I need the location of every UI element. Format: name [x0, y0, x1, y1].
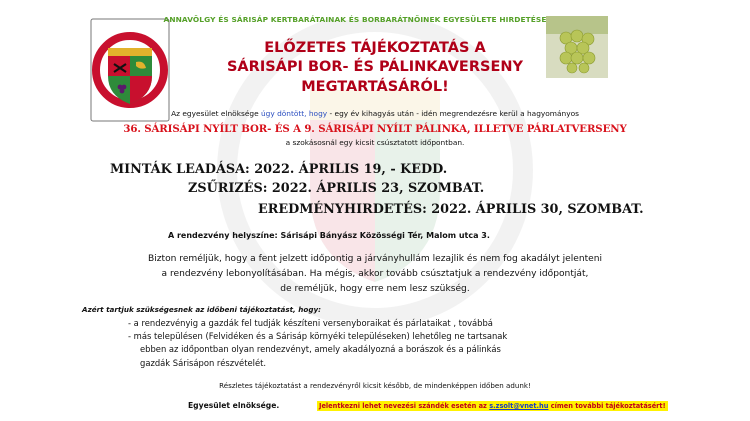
- date-value: 2022. ÁPRILIS 30, SZOMBAT.: [431, 202, 644, 217]
- hope-paragraph: [0, 252, 750, 298]
- venue-line: A rendezvény helyszíne: Sárisápi Bányász Közösségi Tér, Malom utca 3.: [168, 231, 490, 240]
- reason-2: - más településen (Felvidéken és a Sárisáp környéki településeken) lehetőleg ne tartsanak: [128, 331, 508, 342]
- intro-timing-note: a szokásosnál egy kicsit csúsztatott időpontban.: [285, 138, 465, 147]
- date-value: 2022. ÁPRILIS 19, - KEDD.: [254, 162, 448, 177]
- date-judging: [188, 181, 484, 196]
- reason-2-continued: ebben az időpontban olyan rendezvényt, amely akadályozná a borászok és a pálinkás: [140, 344, 501, 355]
- event-name: 36. SÁRISÁPI NYÍLT BOR- ÉS A 9. SÁRISÁPI NYÍLT PÁLINKA, ILLETVE PÁRLATVERSENY: [123, 123, 627, 135]
- intro-decided-highlight: úgy döntött, hogy: [260, 109, 328, 118]
- intro-part3: - egy év kihagyás után - idén megrendezésre kerül a hagyományos: [327, 109, 579, 118]
- date-label: EREDMÉNYHIRDETÉS:: [258, 202, 432, 217]
- hope-line-2: a rendezvény lebonyolításában. Ha mégis, akkor tovább csúsztatjuk a rendezvény időpontját,: [161, 269, 589, 280]
- application-note: [317, 401, 668, 411]
- hope-line-3: de reméljük, hogy erre nem lesz szükség.: [280, 284, 470, 295]
- date-value: 2022. ÁPRILIS 23, SZOMBAT.: [271, 181, 485, 196]
- title-line-1: ELŐZETES TÁJÉKOZTATÁS A: [264, 40, 486, 56]
- title-line-3: MEGTARTÁSÁRÓL!: [301, 79, 449, 95]
- reasons-list: [128, 317, 507, 370]
- intro-part1: Az egyesület elnöksége: [171, 109, 261, 118]
- date-label: MINTÁK LEADÁSA:: [110, 162, 255, 177]
- date-sample-submission: [110, 162, 447, 177]
- apply-after: címen további tájékoztatásért!: [548, 402, 666, 410]
- apply-text: Jelentkezni lehet nevezési szándék esetén az: [319, 402, 490, 410]
- signature: Egyesület elnöksége.: [188, 401, 280, 410]
- details-note: Részletes tájékoztatást a rendezvényről kicsit később, de mindenképpen időben adunk!: [219, 381, 531, 390]
- reasons-label: Azért tartjuk szükségesnek az időbeni tájékoztatást, hogy:: [82, 305, 322, 314]
- organization-header: ANNAVÖLGY ÉS SÁRISÁP KERTBARÁTAINAK ÉS BORBARÁTNŐINEK EGYESÜLETE HIRDETÉSE: [163, 15, 547, 24]
- title-line-2: SÁRISÁPI BOR- ÉS PÁLINKAVERSENY: [226, 59, 523, 75]
- reason-2-end: gazdák Sárisápon részvételét.: [140, 357, 267, 368]
- date-label: ZSŰRIZÉS:: [188, 181, 272, 196]
- contact-email-link[interactable]: s.zsolt@vnet.hu: [489, 402, 549, 410]
- intro-sentence: [0, 109, 750, 118]
- reason-1: - a rendezvényig a gazdák fel tudják készíteni versenyboraikat és párlataikat , továbbá: [128, 318, 493, 328]
- hope-line-1: Bizton reméljük, hogy a fent jelzett időpontig a járványhullám lezajlik és nem fog akadályt jelenteni: [147, 254, 603, 264]
- date-results-announcement: [258, 202, 644, 217]
